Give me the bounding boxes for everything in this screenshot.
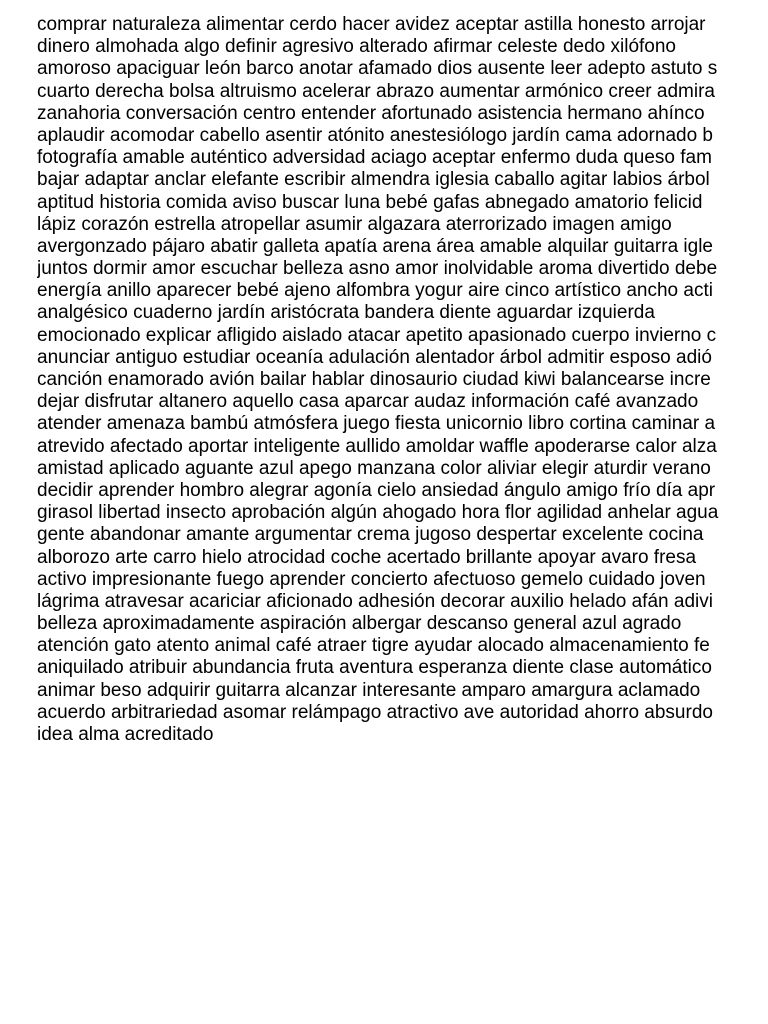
text-line: dejar disfrutar altanero aquello casa aparcar audaz información café avanzado xyxy=(37,391,699,413)
text-line: fotografía amable auténtico adversidad aciago aceptar enfermo duda queso fam xyxy=(37,147,712,169)
text-line: idea alma acreditado xyxy=(37,724,214,745)
text-line: canción enamorado avión bailar hablar dinosaurio ciudad kiwi balancearse incre xyxy=(37,369,711,390)
text-line: belleza aproximadamente aspiración albergar descanso general azul agrado xyxy=(37,613,682,635)
text-line: activo impresionante fuego aprender concierto afectuoso gemelo cuidado joven xyxy=(37,568,706,590)
text-line: anunciar antiguo estudiar oceanía adulación alentador árbol admitir esposo adió xyxy=(37,346,712,368)
text-line: aplaudir acomodar cabello asentir atónito anestesiólogo jardín cama adornado b xyxy=(37,124,713,146)
text-line: decidir aprender hombro alegrar agonía cielo ansiedad ángulo amigo frío día apr xyxy=(37,479,716,501)
text-line: animar beso adquirir guitarra alcanzar interesante amparo amargura aclamado xyxy=(37,679,701,701)
text-line: atención gato atento animal café atraer tigre ayudar alocado almacenamiento fe xyxy=(37,635,710,657)
text-line: cuarto derecha bolsa altruismo acelerar abrazo aumentar armónico creer admira xyxy=(37,80,715,102)
text-line: juntos dormir amor escuchar belleza asno amor inolvidable aroma divertido debe xyxy=(37,258,718,280)
text-line: atender amenaza bambú atmósfera juego fiesta unicornio libro cortina caminar a xyxy=(37,413,716,435)
text-line: emocionado explicar afligido aislado atacar apetito apasionado cuerpo invierno c xyxy=(37,324,717,346)
text-line: bajar adaptar anclar elefante escribir almendra iglesia caballo agitar labios árbol xyxy=(37,169,710,191)
text-line: alborozo arte carro hielo atrocidad coche acertado brillante apoyar avaro fresa xyxy=(37,546,697,568)
text-line: acuerdo arbitrariedad asomar relámpago atractivo ave autoridad ahorro absurdo xyxy=(37,701,713,723)
text-line: analgésico cuaderno jardín aristócrata bandera diente aguardar izquierda xyxy=(37,302,655,324)
text-line: aptitud historia comida aviso buscar luna bebé gafas abnegado amatorio felicid xyxy=(37,191,703,213)
text-line: aniquilado atribuir abundancia fruta aventura esperanza diente clase automático xyxy=(37,657,712,679)
text-line: avergonzado pájaro abatir galleta apatía arena área amable alquilar guitarra igle xyxy=(37,235,714,257)
text-line: atrevido afectado aportar inteligente aullido amoldar waffle apoderarse calor alza xyxy=(37,435,717,457)
text-line: zanahoria conversación centro entender afortunado asistencia hermano ahínco xyxy=(37,102,705,124)
text-line: energía anillo aparecer bebé ajeno alfombra yogur aire cinco artístico ancho acti xyxy=(37,280,713,302)
text-line: comprar naturaleza alimentar cerdo hacer avidez aceptar astilla honesto arrojar xyxy=(37,14,706,35)
text-line: amistad aplicado aguante azul apego manzana color aliviar elegir aturdir verano xyxy=(37,457,711,479)
text-line: girasol libertad insecto aprobación algún ahogado hora flor agilidad anhelar agua xyxy=(37,502,719,524)
text-line: amoroso apaciguar león barco anotar afamado dios ausente leer adepto astuto s xyxy=(37,58,718,80)
text-line: dinero almohada algo definir agresivo alterado afirmar celeste dedo xilófono xyxy=(37,36,676,58)
text-line: lágrima atravesar acariciar aficionado adhesión decorar auxilio helado afán adivi xyxy=(37,590,713,612)
text-line: gente abandonar amante argumentar crema jugoso despertar excelente cocina xyxy=(37,524,704,546)
word-list-text xyxy=(37,14,768,746)
text-line: lápiz corazón estrella atropellar asumir algazara aterrorizado imagen amigo xyxy=(37,213,672,235)
